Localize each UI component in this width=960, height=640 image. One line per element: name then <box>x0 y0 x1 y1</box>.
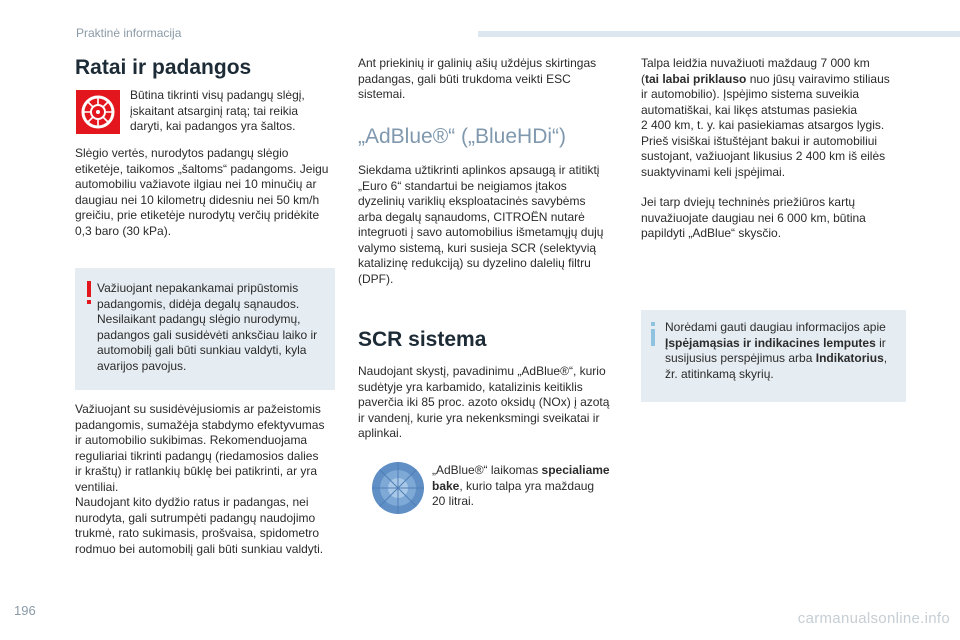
tire-note: Būtina tikrinti visų padangų slėgį, įskaitant atsarginį ratą; tai reikia daryti, kai padangos yra šaltos. <box>130 88 305 133</box>
adblue-heading: „AdBlue®“ („BlueHDi“) <box>358 125 567 148</box>
tire-icon <box>76 90 120 134</box>
adblue-tank-icon <box>371 461 425 515</box>
warning-box <box>75 268 335 390</box>
warning-text: Važiuojant nepakankamai pripūstomis padangomis, didėja degalų sąnaudos. Nesilaikant padangų slėgio nurodymų, padangos gali susidėvėti anksčiau laiko ir automobilį gali būti sunkiau valdyti, kyla avarijos pavojus. <box>97 281 318 373</box>
pressure-text: Slėgio vertės, nurodytos padangų slėgio etiketėje, taikomos „šaltoms“ padangoms. Jeigu automobiliu važiavote ilgiau nei 10 minučių ar daugiau nei 10 kilometrų didesniu nei 50 km/h greičiu, prie etiketėje nurodytų verčių pridėkite 0,3 baro (30 kPa). <box>75 146 329 238</box>
scr-text: Naudojant skystį, pavadinimu „AdBlue®“, kurio sudėtyje yra karbamido, katalizinis keitiklis paverčia iki 85 proc. azoto oksidų (NOx) į azotą ir vandenį, kurie yra nekenksmingi sveikatai ir aplinkai. <box>358 364 610 440</box>
esc-text: Ant priekinių ir galinių ašių uždėjus skirtingas padangas, gali būti trukdoma veikti ESC sistemai. <box>358 56 597 101</box>
warning-icon <box>86 281 92 305</box>
info-text: Norėdami gauti daugiau informacijos apie Įspėjamąsias ir indikacines lemputes ir susijusius perspėjimus arba Indikatorius, žr. atitinkamą skyrių. <box>665 320 888 381</box>
refill-text: Jei tarp dviejų techninės priežiūros kartų nuvažiuojate daugiau nei 6 000 km, būtina papildyti „AdBlue“ skysčio. <box>641 195 866 240</box>
watermark: carmanualsonline.info <box>797 610 950 627</box>
tank-note: „AdBlue®“ laikomas specialiame bake, kurio talpa yra maždaug 20 litrai. <box>432 463 610 508</box>
scr-heading: SCR sistema <box>358 328 487 351</box>
page-number: 196 <box>14 603 36 618</box>
adblue-text: Siekdama užtikrinti aplinkos apsaugą ir atitiktį „Euro 6“ standartui be neigiamos įtakos dyzelinių variklių eksploatacinės savybėms arba degalų sąnaudoms, CITROËN nutarė integruoti į savo automobilius išmetamųjų dujų valymo sistemą, kuri susieja SCR (selektyvią katalizinę redukciją) su dyzelino dalelių filtru (DPF). <box>358 163 604 286</box>
info-icon <box>651 322 655 346</box>
info-box <box>641 310 906 402</box>
capacity-text: Talpa leidžia nuvažiuoti maždaug 7 000 km (tai labai priklauso nuo jūsų vairavimo stiliaus ir automobilio). Įspėjimo sistema suveikia automatiškai, kai likęs atstumas pasiekia 2 400 km, t. y. kai pasiekiamas atsargos lygis. Prieš visiškai ištuštėjant bakui ir automobiliui sustojant, važiuojant likusius 2 400 km iš eilės suaktyvinami keli įspėjimai. <box>641 56 890 179</box>
page-title: Ratai ir padangos <box>75 56 252 79</box>
header-bar <box>478 31 960 37</box>
worn-tires-text: Važiuojant su susidėvėjusiomis ar pažeistomis padangomis, sumažėja stabdymo efektyvumas ir automobilio sukibimas. Rekomenduojama reguliariai tikrinti padangų (riedamosios dalies ir kraštų) ir ratlankių būklę bei patikrinti, ar yra ventiliai. Naudojant kito dydžio ratus ir padangas, nei nurodyta, gali sutrumpėti padangų naudojimo trukmė, rato sukimasis, prošvaisa, spidometro rodmuo bei automobilį gali būti sunkiau valdyti. <box>75 402 325 556</box>
section-label: Praktinė informacija <box>76 26 182 40</box>
